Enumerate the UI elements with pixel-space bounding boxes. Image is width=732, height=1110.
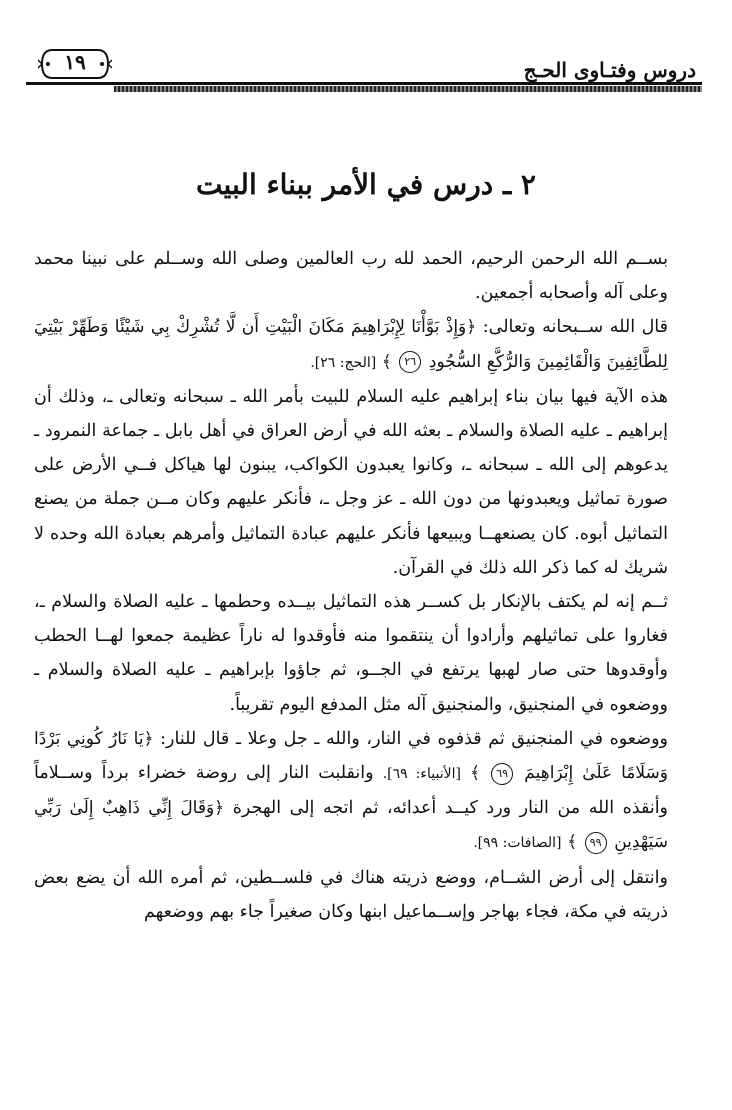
verse-reference: [الحج: ٢٦]. bbox=[310, 354, 377, 371]
ayah-number-icon: ٩٩ bbox=[585, 832, 607, 854]
paragraph-explanation: هذه الآية فيها بيان بناء إبراهيم عليه السلام للبيت بأمر الله ـ سبحانه وتعالى ـ، وذلك أن إبراهيم ـ عليه الصلاة والسلام ـ بعثه الله في أرض العراق في أهل بابل ـ جماعة النمرود ـ يدعوهم إلى الله ـ سبحانه ـ، وكانوا يعبدون الكواكب، يبنون لها هياكل فــي الأرض على صورة تماثيل ويعبدونها من دون الله ـ عز وجل ـ، فأنكر عليهم وكان مــن جملة من يصنع التماثيل أبوه. كان يصنعهــا ويبيعها فأنكر عليهم عبادة التماثيل وأمرهم بعبادة الله وحده لا شريك له كما ذكر الله ذلك في القرآن. bbox=[34, 386, 668, 578]
verse-reference: [الصافات: ٩٩]. bbox=[473, 835, 562, 852]
fire-middle: وانقلبت النار إلى روضة خضراء برداً وســلاماً وأنقذه الله من النار ورد كيــد أعدائه، ثم اتجه إلى الهجرة bbox=[34, 763, 669, 819]
quran-verse: ﴿يَا نَارُ كُونِي بَرْدًا وَسَلَامًا عَلَىٰ إِبْرَاهِيمَ bbox=[34, 728, 668, 784]
running-header bbox=[26, 40, 702, 94]
paragraph-migration: وانتقل إلى أرض الشــام، ووضع ذريته هناك في فلســطين، ثم أمره الله أن يضع بعض ذريته في مكة، فجاء بهاجر وإســماعيل ابنها وكان صغيراً جاء بهم ووضعهم bbox=[34, 867, 668, 922]
fire-intro: ووضعوه في المنجنيق ثم قذفوه في النار، والله ـ جل وعلا ـ قال للنار: bbox=[153, 728, 668, 749]
body-text bbox=[34, 242, 698, 929]
header-rule-pattern bbox=[114, 86, 702, 92]
verse-close: ﴾ bbox=[567, 832, 578, 853]
ayah-number-icon: ٦٩ bbox=[491, 763, 513, 785]
paragraph-idols: ثــم إنه لم يكتف بالإنكار بل كســر هذه التماثيل بيــده وحطمها ـ عليه الصلاة والسلام ـ، فغاروا على تماثيلهم وأرادوا أن ينتقموا منه فأوقدوا له ناراً عظيمة جمعوا لهــا الحطب وأوقدوها حتى صار لهبها يرتفع في الجــو، ثم جاؤوا بإبراهيم ـ عليه الصلاة والسلام ـ ووضعوه في المنجنيق، والمنجنيق آله مثل المدفع اليوم تقريباً. bbox=[34, 592, 668, 715]
paragraph-fire bbox=[34, 722, 698, 861]
header-rule-line bbox=[26, 82, 702, 85]
verse-reference: [الأنبياء: ٦٩]. bbox=[382, 766, 461, 783]
paragraph-verse-hajj bbox=[34, 310, 698, 379]
paragraph-opening: بســم الله الرحمن الرحيم، الحمد لله رب العالمين وصلى الله وســلم على نبينا محمد وعلى آله وأصحابه أجمعين. bbox=[34, 249, 668, 304]
ayah-number-icon: ٢٦ bbox=[399, 351, 421, 373]
running-header-title: دروس وفتـاوى الحـج bbox=[523, 58, 696, 82]
page-number: ١٩ bbox=[64, 50, 86, 74]
verse-intro: قال الله ســبحانه وتعالى: bbox=[476, 317, 668, 338]
verse-close: ﴾ bbox=[470, 763, 481, 784]
page-number-badge bbox=[38, 46, 112, 82]
quran-verse: ﴿وَإِذْ بَوَّأْنَا لِإِبْرَاهِيمَ مَكَانَ الْبَيْتِ أَن لَّا تُشْرِكْ بِي شَيْئًا وَطَهِّرْ بَيْتِيَ لِلطَّائِفِينَ وَالْقَائِمِينَ وَالرُّكَّعِ السُّجُودِ bbox=[34, 317, 668, 372]
quran-verse: ﴿وَقَالَ إِنِّي ذَاهِبٌ إِلَىٰ رَبِّي سَيَهْدِينِ bbox=[34, 798, 668, 853]
verse-close: ﴾ bbox=[381, 351, 392, 372]
lesson-title: ٢ ـ درس في الأمر ببناء البيت bbox=[196, 168, 536, 201]
